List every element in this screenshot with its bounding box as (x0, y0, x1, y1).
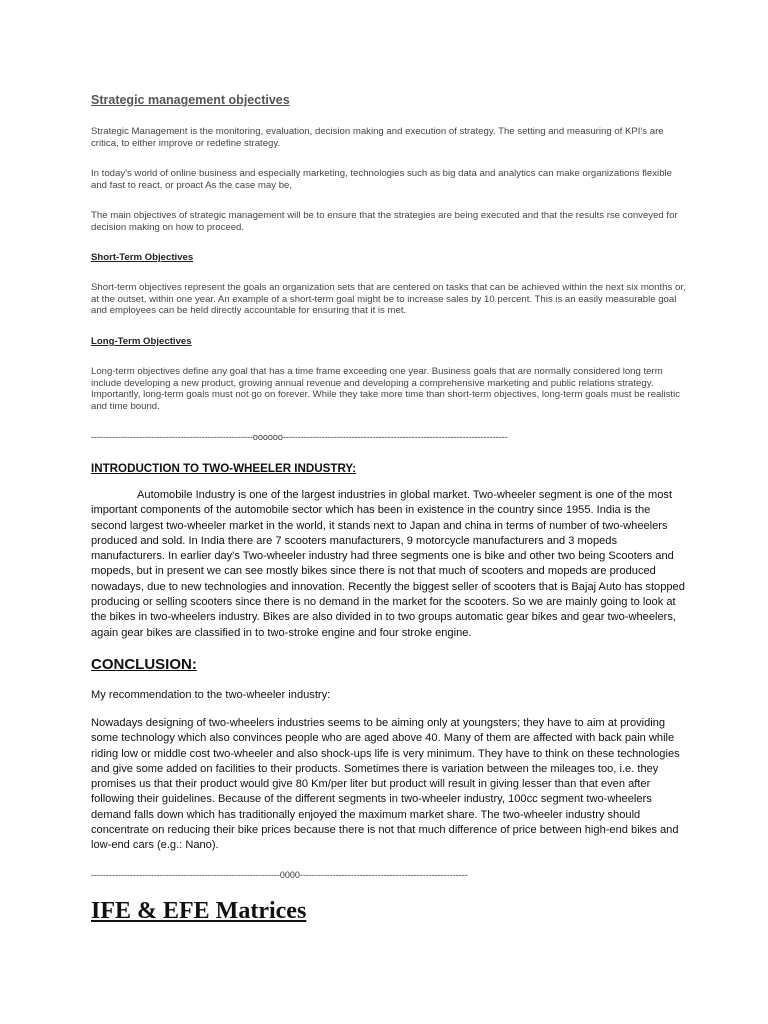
intro-paragraph-text: Automobile Industry is one of the largest industries in global market. Two-wheeler segment is one of the most important components of the automobile sector which has been in existence in the country since 1955. India is the second largest two-wheeler market in the world, it stands next to Japan and china in terms of number of two-wheelers produced and sold. In India there are 7 scooters manufacturers, 9 motorcycle manufacturers and 3 mopeds manufacturers. In earlier day's Two-wheeler industry had three segments one is bike and other two being Scooters and mopeds, but in present we can see mostly bikes since there is not that much of scooters and mopeds are produced nowadays, due to new technologies and innovation. Recently the biggest seller of scooters that is Bajaj Auto has stopped producing or selling scooters since there is no demand in the market for the scooters. So we are mainly going to look at the bikes in two-wheelers industry. Bikes are also divided in to two groups automatic gear bikes and gear two-wheelers, again gear bikes are classified in to two-stroke engine and four stroke engine. (91, 489, 685, 639)
intro-paragraph (91, 488, 689, 641)
section-separator-1: ------------------------------------------------------oooooo--------------------------------------------------------------------------- (91, 432, 508, 442)
long-term-heading: Long-Term Objectives (91, 336, 192, 347)
strategic-paragraph-3: The main objectives of strategic management will be to ensure that the strategies are being executed and that the results rse conveyed for decision making on how to proceed. (91, 210, 678, 233)
short-term-paragraph: Short-term objectives represent the goals an organization sets that are centered on tasks that can be achieved within the next six months or, at the outset, within one year. An example of a short-term goal might be to increase sales by 10 percent. This is an easily measurable goal and employees can be held directly accountable for ensuring that it is met. (91, 282, 686, 317)
short-term-heading: Short-Term Objectives (91, 252, 194, 263)
strategic-objectives-heading: Strategic management objectives (91, 93, 290, 107)
strategic-paragraph-1: Strategic Management is the monitoring, evaluation, decision making and execution of strategy. The setting and measuring of KPI's are critica, to either improve or redefine strategy. (91, 126, 664, 149)
conclusion-lead: My recommendation to the two-wheeler industry: (91, 689, 331, 701)
matrices-heading: IFE & EFE Matrices (91, 898, 307, 924)
conclusion-heading: CONCLUSION: (91, 656, 197, 673)
intro-heading: INTRODUCTION TO TWO-WHEELER INDUSTRY: (91, 462, 357, 475)
section-separator-2: ---------------------------------------------------------------0000-------------------------------------------------------- (91, 870, 468, 880)
strategic-paragraph-2: In today's world of online business and especially marketing, technologies such as big data and analytics can make organizations flexible and fast to react, or proact As the case may be, (91, 168, 672, 191)
conclusion-paragraph: Nowadays designing of two-wheelers industries seems to be aiming only at youngsters; they have to aim at providing some technology which also convinces people who are aged above 40. Many of them are affected with back pain while riding low or middle cost two-wheeler and also shock-ups life is very minimum. They have to think on these technologies and give some added on facilities to their products. Sometimes there is variation between the mileages too, i.e. they promises us that their product would give 80 Km/per liter but product will result in giving lesser than that even after following their guidelines. Because of the different segments in two-wheeler industry, 100cc segment two-wheelers demand falls down which has traditionally enjoyed the maximum market share. The two-wheeler industry should concentrate on reducing their bike prices because there is not that much difference of price between high-end bikes and low-end cars (e.g.: Nano). (91, 717, 680, 852)
long-term-paragraph: Long-term objectives define any goal that has a time frame exceeding one year. Business goals that are normally considered long term include developing a new product, growing annual revenue and developing a comprehensive marketing and public relations strategy. Importantly, long-term goals must not go on forever. While they take more time than short-term objectives, long-term goals must be realistic and time bound. (91, 366, 681, 413)
